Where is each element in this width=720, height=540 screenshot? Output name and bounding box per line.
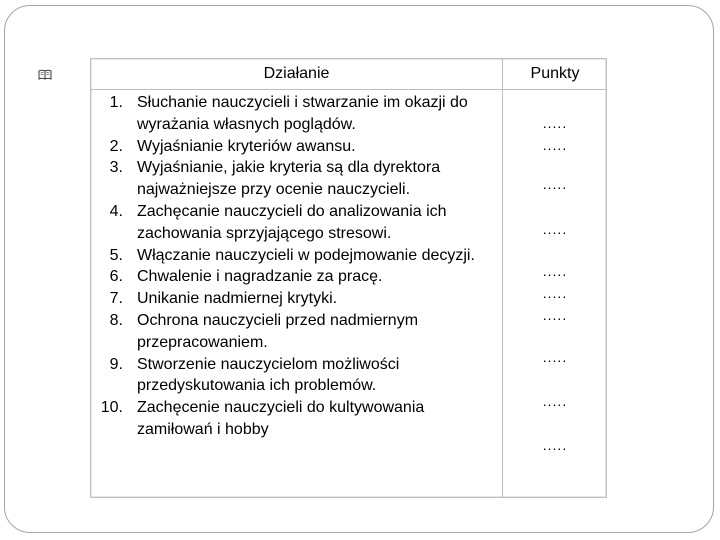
list-item: [91, 354, 502, 398]
item-number: 6.: [109, 268, 123, 286]
points-field: .....: [542, 437, 568, 453]
points-field: .....: [542, 221, 568, 237]
item-text: Chwalenie i nagradzanie za pracę.: [137, 268, 383, 286]
item-text: Włączanie nauczycieli w podejmowanie decyzji.: [137, 246, 475, 264]
points-field: .....: [542, 176, 568, 192]
evaluation-table: [90, 58, 607, 498]
item-text: Zachęcanie nauczycieli do analizowania ich zachowania sprzyjającego stresowi.: [137, 202, 447, 242]
item-text: Wyjaśnianie kryteriów awansu.: [137, 137, 356, 155]
list-item: [91, 266, 502, 288]
points-field: .....: [542, 393, 568, 409]
header-points: Punkty: [530, 65, 580, 82]
item-number: 1.: [109, 94, 123, 111]
points-field: .....: [542, 307, 568, 323]
item-text: Ochrona nauczycieli przed nadmiernym przepracowaniem.: [137, 311, 419, 351]
list-item: [91, 288, 502, 310]
item-number: 2.: [109, 137, 123, 155]
points-field: .....: [542, 115, 568, 131]
item-number: 9.: [109, 355, 123, 373]
list-item: [91, 245, 502, 267]
item-number: 8.: [109, 311, 123, 329]
item-number: 7.: [109, 290, 123, 308]
book-bullet-icon: [38, 68, 52, 82]
item-number: 4.: [109, 202, 123, 220]
points-field: .....: [542, 263, 568, 279]
item-text: Wyjaśnianie, jakie kryteria są dla dyrektora najważniejsze przy ocenie nauczycieli.: [137, 159, 441, 199]
points-column: [503, 59, 607, 497]
item-text: Unikanie nadmiernej krytyki.: [137, 290, 338, 308]
points-field: .....: [542, 349, 568, 365]
points-field: .....: [542, 285, 568, 301]
item-text: Stworzenie nauczycielom możliwości przedyskutowania ich problemów.: [137, 355, 400, 395]
list-item: [91, 92, 502, 136]
list-item: [91, 201, 502, 245]
header-action: Działanie: [263, 65, 330, 82]
item-number: 3.: [109, 159, 123, 177]
item-number: 10.: [100, 399, 123, 417]
item-number: 5.: [109, 246, 123, 264]
list-item: [91, 397, 502, 441]
list-item: [91, 136, 502, 158]
item-text: Zachęcenie nauczycieli do kultywowania zamiłowań i hobby: [137, 399, 425, 438]
list-item: [91, 157, 502, 201]
list-item: [91, 310, 502, 354]
action-list: [91, 92, 502, 441]
item-text: Słuchanie nauczycieli i stwarzanie im okazji do wyrażania własnych poglądów.: [137, 94, 468, 133]
points-field: .....: [542, 137, 568, 153]
